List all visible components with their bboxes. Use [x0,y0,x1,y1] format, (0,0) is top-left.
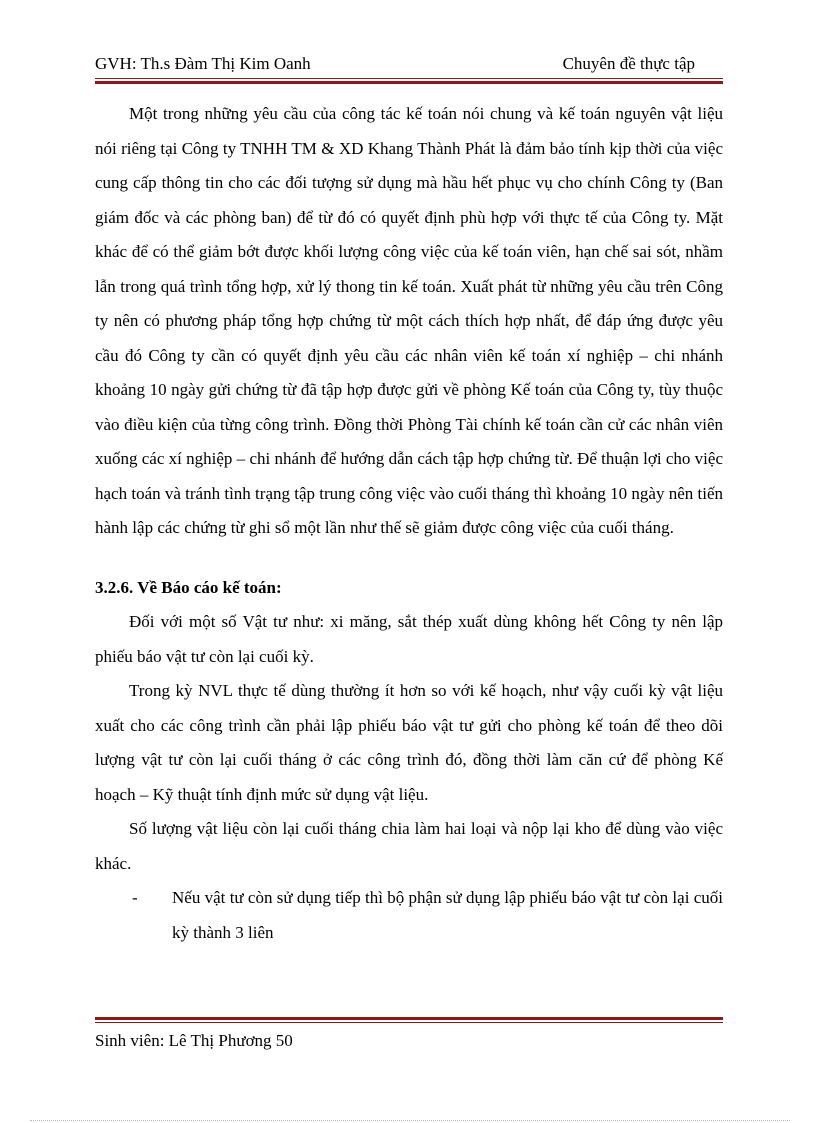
page-edge-divider [30,1120,790,1121]
bullet-text: Nếu vật tư còn sử dụng tiếp thì bộ phận sử dụng lập phiếu báo vật tư còn lại cuối kỳ thành 3 liên [172,888,723,942]
header-instructor: GVH: Th.s Đàm Thị Kim Oanh [95,54,311,73]
footer-rule-thick [95,1017,723,1020]
paragraph-3: Trong kỳ NVL thực tế dùng thường ít hơn so với kế hoạch, như vậy cuối kỳ vật liệu xuất cho các công trình cần phải lập phiếu báo vật tư gửi cho phòng kế toán để theo dõi lượng vật tư còn lại cuối tháng ở các công trình đó, đồng thời làm căn cứ để phòng Kế hoạch – Kỹ thuật tính định mức sử dụng vật liệu. [95,681,723,804]
header-title: Chuyên đề thực tập [562,54,695,73]
section-heading: 3.2.6. Về Báo cáo kế toán: [95,577,282,597]
footer-rule-thin [95,1022,723,1023]
bullet-marker: - [132,888,138,907]
header-rule-thick [95,81,723,84]
paragraph-4: Số lượng vật liệu còn lại cuối tháng chia làm hai loại và nộp lại kho để dùng vào việc khác. [95,819,723,873]
page-footer: Sinh viên: Lê Thị Phương 50 [95,1031,293,1050]
page-body [95,97,723,950]
header-rule-thin [95,78,723,79]
bullet-item [95,881,723,950]
paragraph-1: Một trong những yêu cầu của công tác kế toán nói chung và kế toán nguyên vật liệu nói riêng tại Công ty TNHH TM & XD Khang Thành Phát là đảm bảo tính kịp thời của việc cung cấp thông tin cho các đối tượng sử dụng mà hầu hết phục vụ cho chính Công ty (Ban giám đốc và các phòng ban) để từ đó có quyết định phù hợp với thực tế của Công ty. Mặt khác để có thể giảm bớt được khối lượng công việc của kế toán viên, hạn chế sai sót, nhầm lẫn trong quá trình tổng hợp, xử lý thong tin kế toán. Xuất phát từ những yêu cầu trên Công ty nên có phương pháp tổng hợp chứng từ một cách thích hợp nhất, để đáp ứng được yêu cầu đó Công ty cần có quyết định yêu cầu các nhân viên kế toán xí nghiệp – chi nhánh khoảng 10 ngày gửi chứng từ đã tập hợp được gửi về phòng Kế toán của Công ty, tùy thuộc vào điều kiện của từng công trình. Đồng thời Phòng Tài chính kế toán cần cử các nhân viên xuống các xí nghiệp – chi nhánh để hướng dẫn cách tập hợp chứng từ. Để thuận lợi cho việc hạch toán và tránh tình trạng tập trung công việc vào cuối tháng thì khoảng 10 ngày nên tiến hành lập các chứng từ ghi sổ một lần như thế sẽ giảm được công việc của cuối tháng. [95,104,723,537]
paragraph-2: Đối với một số Vật tư như: xi măng, sắt thép xuất dùng không hết Công ty nên lập phiếu báo vật tư còn lại cuối kỳ. [95,612,723,666]
